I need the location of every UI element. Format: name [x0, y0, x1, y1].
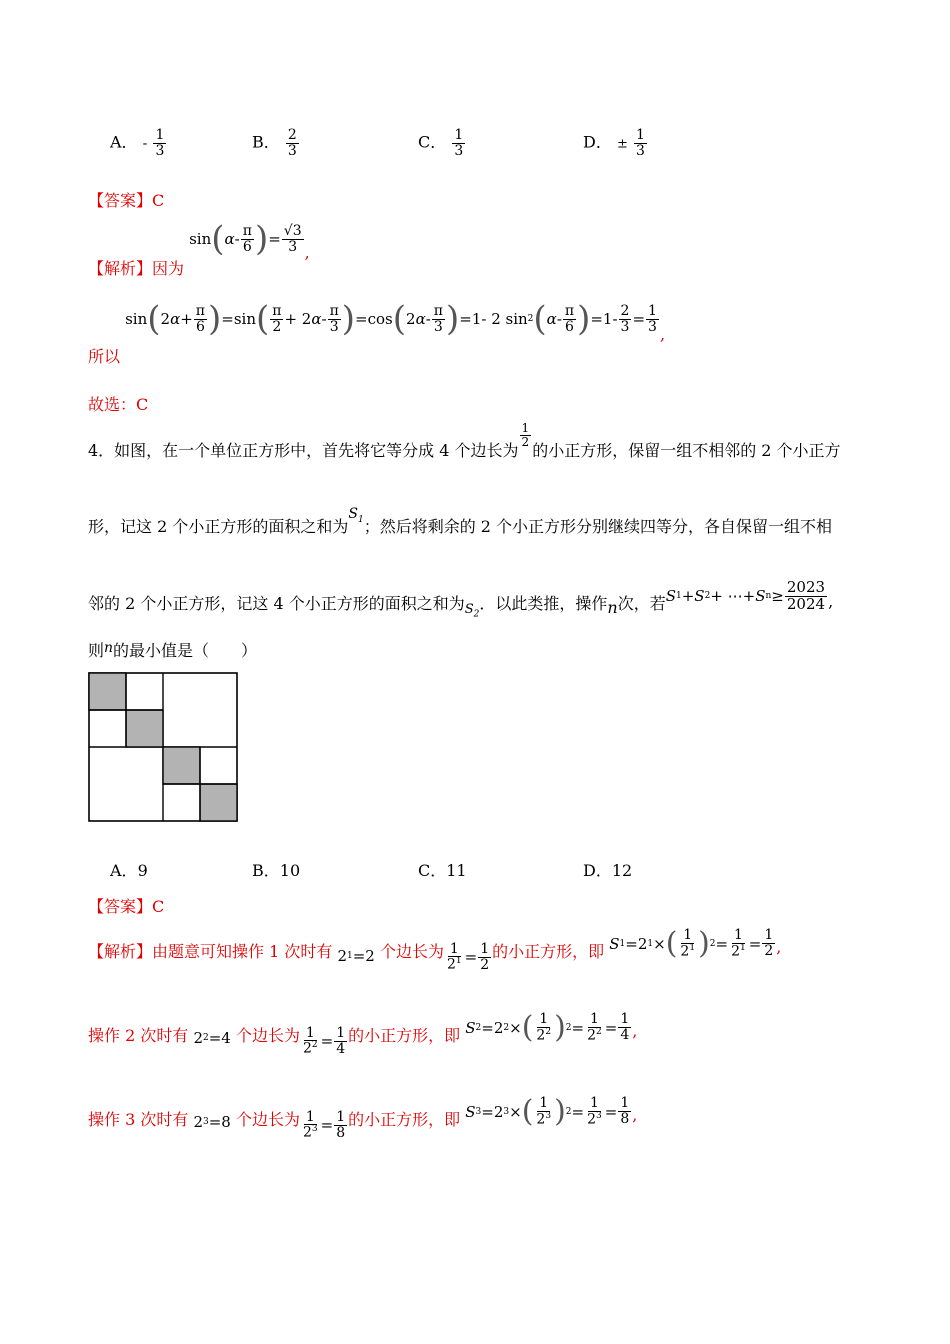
stem-text: 邻的 2 个小正方形，记这 4 个小正方形的面积之和为: [88, 594, 465, 614]
q3-conclusion: 故选：C: [88, 395, 149, 414]
shaded-square: [126, 710, 163, 747]
option-value: 9: [137, 861, 148, 880]
option-value: 12: [611, 861, 633, 880]
option-value: 10: [279, 861, 301, 880]
stem-text: 的小正方形，保留一组不相邻的 2 个小正方: [532, 441, 841, 460]
side-expression: $\frac{1}{2^3}$ = $\frac{1}{8}$: [302, 1108, 346, 1141]
count-expression: 2 2 =4: [193, 1028, 231, 1047]
q3-option-b[interactable]: [252, 128, 300, 158]
s3-expression: S 3 =2 3 × ( $\frac{1}{2^3}$ ) 2 = $\frac{1}{2^3}$ = $\frac{1}{8}$: [465, 1093, 630, 1129]
q4-option-b[interactable]: [252, 858, 300, 881]
q4-stem-line3: 邻的 2 个小正方形，记这 4 个小正方形的面积之和为$_{S_2}$．以此类推，操作n次，若 S 1 + S 2 + ⋯+ S n ≥ $\frac{2023}{2024}$ ,: [88, 578, 834, 620]
count-expression: 2 1 =2: [337, 946, 375, 965]
q4-option-a[interactable]: [110, 858, 148, 881]
given-equation: sin ( α - $\frac{\pi}{6}$ ) = $\frac{√3}{3}$: [189, 219, 302, 259]
option-value: 11: [446, 861, 467, 880]
stem-text: 形，记这 2 个小正方形的面积之和为: [88, 517, 349, 536]
square-subdivision-figure: [88, 672, 238, 822]
option-label: C．: [418, 132, 447, 152]
s2-symbol: S2: [464, 602, 480, 620]
s1-symbol: $S_1$: [348, 506, 364, 525]
derivation-equation: sin ( 2 α + $\frac{\pi}{6}$ ) =sin ( $\frac{\pi}{2}$ + 2 α - $\frac{\pi}{3}$ ) =cos ( 2 α - $\frac{\pi}{3}$ ) =1- 2 sin 2 ( α - $\frac{\pi}{6}$ ) =1- $\frac{2}{3}$ = $\frac{1}{3}$: [125, 299, 657, 339]
stem-text: 4．如图，在一个单位正方形中，首先将它等分成 4 个边长为: [88, 441, 519, 460]
s1-expression: S 1 =2 1 × ( $\frac{1}{2^1}$ ) 2 = $\frac{1}{2^1}$ = $\frac{1}{2}$: [609, 925, 774, 961]
q4-solution-line1: 【解析】由题意可知操作 1 次时有 2 1 =2 个边长为 $\frac{1}{2^1}$ = $\frac{1}{2}$ 的小正方形，即 S 1 =2 1 × ( $\frac{1}{2^1}$ ) 2 = $\frac{1}{2^1}$ = $\frac{1}{2}$ ,: [88, 925, 782, 973]
stem-text: 的最小值是（ ）: [113, 641, 258, 660]
half-fraction: $\frac{1}{2}$: [521, 421, 530, 449]
solution-text: 个边长为: [379, 941, 444, 961]
solution-text: 的小正方形，即: [492, 941, 605, 961]
option-label: B．: [252, 132, 280, 152]
n-symbol: n: [607, 598, 618, 618]
shaded-square: [200, 784, 237, 821]
option-label: C．: [418, 861, 447, 880]
n-symbol: n: [104, 640, 114, 656]
q4-stem-line4: [88, 638, 257, 661]
sum-inequality: S 1 + S 2 + ⋯+ S n ≥ $\frac{2023}{2024}$: [665, 578, 826, 613]
option-label: D．: [583, 861, 612, 880]
option-sign: ±: [616, 136, 628, 152]
q4-option-c[interactable]: [418, 858, 467, 881]
side-expression: $\frac{1}{2^1}$ = $\frac{1}{2}$: [446, 940, 490, 973]
q4-solution-line3: 操作 3 次时有 2 3 =8 个边长为 $\frac{1}{2^3}$ = $\frac{1}{8}$ 的小正方形，即 S 3 =2 3 × ( $\frac{1}{2^3}$ ) 2 = $\frac{1}{2^3}$ = $\frac{1}{8}$ ,: [88, 1093, 638, 1141]
solution-text: 个边长为: [235, 1109, 300, 1129]
option-label: A．: [110, 861, 138, 880]
solution-text: 的小正方形，即: [348, 1109, 461, 1129]
q3-option-c[interactable]: [418, 128, 466, 158]
option-sign: -: [142, 135, 148, 152]
stem-text: 次，若: [617, 594, 666, 614]
solution-text: 操作 2 次时有: [88, 1025, 189, 1045]
shaded-square: [163, 747, 200, 784]
stem-text: 则: [88, 641, 105, 660]
solution-text: 操作 3 次时有: [88, 1109, 189, 1129]
q3-derivation-line: 所以 sin ( 2 α + $\frac{\pi}{6}$ ) =sin ( $\frac{\pi}{2}$ + 2 α - $\frac{\pi}{3}$ ) =cos ( 2 α - $\frac{\pi}{3}$ ) =1- 2 sin 2 ( α - $\frac{\pi}{6}$ ) =1- $\frac{2}{3}$ = $\frac{1}{3}$ ,: [88, 299, 666, 366]
q4-answer: 【答案】C: [88, 897, 165, 916]
count-expression: 2 3 =8: [193, 1112, 231, 1131]
stem-text: ．以此类推，操作: [479, 594, 608, 614]
side-expression: $\frac{1}{2^2}$ = $\frac{1}{4}$: [302, 1024, 346, 1057]
s2-expression: S 2 =2 2 × ( $\frac{1}{2^2}$ ) 2 = $\frac{1}{2^2}$ = $\frac{1}{4}$: [465, 1009, 630, 1045]
option-fraction: $\frac{1}{3}$: [635, 127, 645, 159]
option-label: B．: [252, 861, 280, 880]
therefore-label: 所以: [88, 347, 121, 366]
solution-text: 个边长为: [235, 1025, 300, 1045]
option-fraction: $\frac{2}{3}$: [287, 127, 297, 159]
q4-stem-line2: [88, 500, 833, 536]
q3-analysis-line: 【解析】因为 sin ( α - $\frac{\pi}{6}$ ) = $\frac{√3}{3}$ ,: [88, 219, 310, 278]
q4-option-d[interactable]: [583, 858, 632, 881]
q3-option-d[interactable]: [583, 128, 648, 158]
stem-text: ；然后将剩余的 2 个小正方形分别继续四等分，各自保留一组不相: [363, 517, 833, 536]
solution-text: 的小正方形，即: [348, 1025, 461, 1045]
q4-solution-line2: 操作 2 次时有 2 2 =4 个边长为 $\frac{1}{2^2}$ = $\frac{1}{4}$ 的小正方形，即 S 2 =2 2 × ( $\frac{1}{2^2}$ ) 2 = $\frac{1}{2^2}$ = $\frac{1}{4}$ ,: [88, 1009, 638, 1057]
q3-option-a[interactable]: [110, 128, 167, 158]
solution-text: 【解析】由题意可知操作 1 次时有: [88, 941, 333, 961]
option-fraction: $\frac{1}{3}$: [155, 127, 165, 159]
q3-answer: 【答案】C: [88, 191, 165, 210]
shaded-square: [89, 673, 126, 710]
option-fraction: $\frac{1}{3}$: [454, 127, 464, 159]
q4-stem-line1: [88, 421, 841, 460]
option-label: D．: [583, 132, 612, 152]
analysis-prefix: 【解析】因为: [88, 259, 185, 278]
option-label: A．: [110, 132, 138, 152]
